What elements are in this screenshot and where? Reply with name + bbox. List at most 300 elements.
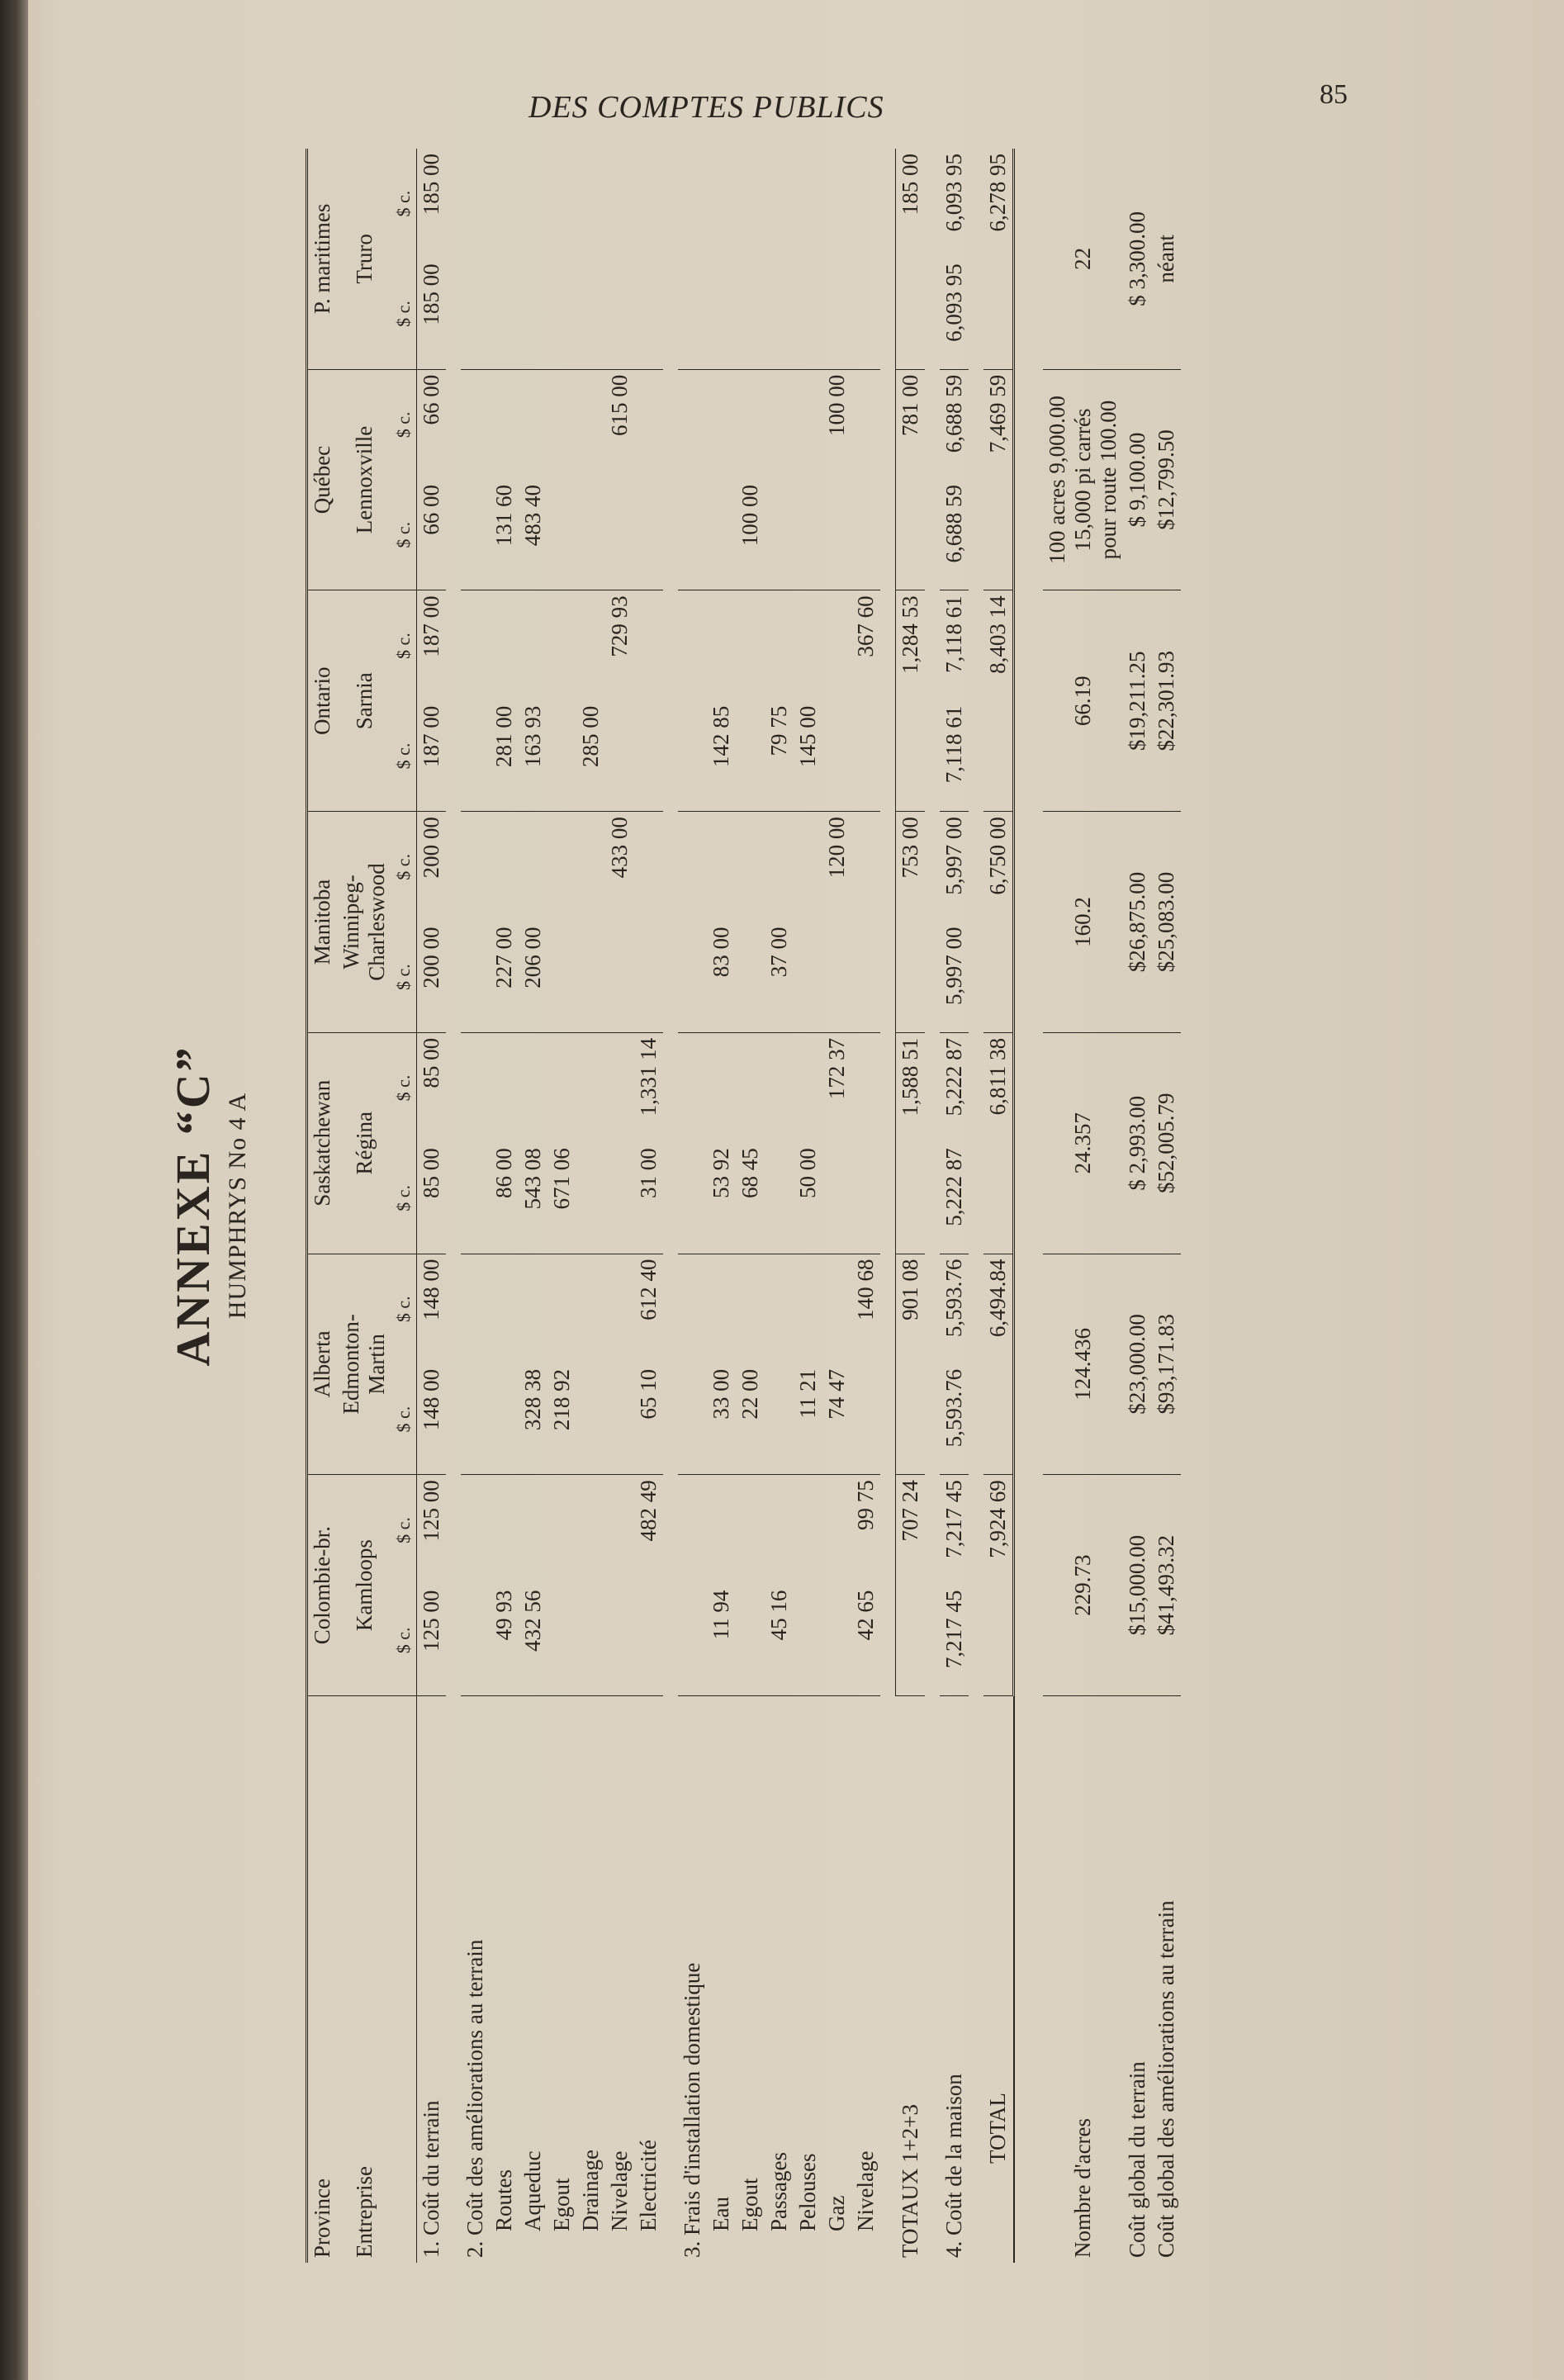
subtotal-amount-cell: 5,997 00 [941,817,966,895]
cost-rows [417,149,1014,2263]
detail-amount-cell: 5,222 87 [940,1143,969,1254]
detail-amount-cell: 31 00 [634,1143,663,1254]
enterprise-header: Régina [337,1032,391,1254]
subtotal-amount-cell [547,1032,576,1143]
subtotal-amount-cell [547,149,576,258]
summary-value-cell: $15,000.00 [1123,1475,1152,1696]
subtotal-amount-cell [678,1254,707,1364]
detail-amount-cell [576,1143,605,1254]
detail-amount-cell: 483 40 [519,480,547,590]
detail-amount-cell [896,1143,926,1254]
subtotal-amount-cell [765,812,794,922]
subtotal-amount-cell [605,1475,634,1586]
title-block [165,149,252,2263]
detail-amount-cell [576,258,605,369]
detail-amount-cell [851,922,880,1032]
detail-amount-cell [983,258,1014,369]
subtotal-amount-cell: 5,222 87 [941,1037,966,1117]
subtotal-amount-cell [461,149,490,258]
summary-value-cell: 124.436 [1043,1254,1123,1475]
unit-label: $ c. [391,1143,417,1254]
subtotal-amount-cell [765,1475,794,1586]
detail-amount-cell: 83 00 [707,922,736,1032]
detail-amount-cell [736,258,765,369]
province-header: P. maritimes [307,149,338,369]
summary-value-cell: $ 9,100.00 [1123,369,1152,590]
detail-amount-cell [461,701,490,812]
detail-amount-cell: 50 00 [794,1143,822,1254]
subtotal-amount-cell [634,369,663,480]
subtotal-amount-cell [605,1254,634,1364]
row-label: Egout [549,2178,574,2231]
subtotal-amount-cell [678,369,707,480]
unit-label: $ c. [391,369,417,480]
subtotal-amount-cell: 781 00 [896,369,926,480]
subtotal-amount-cell [490,369,519,480]
detail-amount-cell: 671 06 [547,1143,576,1254]
table-row [634,149,663,2263]
province-header: Saskatchewan [307,1032,338,1254]
unit-label: $ c. [391,590,417,701]
table-row [707,149,736,2263]
detail-amount-cell [851,1364,880,1475]
detail-amount-cell [547,258,576,369]
table-row [417,149,447,2263]
detail-amount-cell: 163 93 [519,701,547,812]
subtotal-amount-cell: 185 00 [419,154,443,216]
subtotal-amount-cell: 140 68 [853,1259,878,1320]
detail-amount-cell: 218 92 [547,1364,576,1475]
detail-amount-cell [896,258,926,369]
enterprise-header-label: Entreprise [351,2166,377,2258]
subtotal-amount-cell: 125 00 [419,1480,443,1542]
subtotal-amount-cell [794,590,822,701]
detail-amount-cell [547,480,576,590]
detail-amount-cell: 11 21 [794,1364,822,1475]
row-label: Passages [766,2152,791,2231]
subtotal-amount-cell [794,1475,822,1586]
subtotal-amount-cell: 7,118 61 [941,595,966,673]
detail-amount-cell [851,480,880,590]
subtotal-amount-cell [822,1475,851,1586]
province-header: Alberta [307,1254,338,1475]
detail-amount-cell [576,1586,605,1696]
subtotal-amount-cell: 615 00 [607,374,632,436]
detail-amount-cell: 7,217 45 [940,1586,969,1696]
subtotal-amount-cell [605,149,634,258]
summary-value-cell: 100 acres 9,000.00 15,000 pi carrés pour route 100.00 [1043,369,1123,590]
summary-value-cell: $41,493.32 [1152,1475,1181,1696]
province-header-label: Province [307,1696,338,2264]
detail-amount-cell: 42 65 [851,1586,880,1696]
subtotal-amount-cell [736,149,765,258]
row-spacer-cell [925,149,940,2263]
detail-amount-cell [794,258,822,369]
detail-amount-cell [851,1143,880,1254]
subtotal-amount-cell [519,149,547,258]
enterprise-header: Truro [337,149,391,369]
detail-amount-cell: 7,118 61 [940,701,969,812]
unit-header-row [391,149,417,2263]
subtotal-amount-cell [461,590,490,701]
row-label: 2. Coût des améliorations au terrain [462,1939,487,2258]
subtotal-amount-cell: 482 49 [636,1480,661,1542]
table-row [983,149,1014,2263]
detail-amount-cell [794,1586,822,1696]
subtotal-amount-cell [851,1032,880,1143]
subtotal-amount-cell [576,1032,605,1143]
subtotal-amount-cell [736,590,765,701]
subtotal-amount-cell [461,1032,490,1143]
subtotal-amount-cell [576,149,605,258]
table-row [822,149,851,2263]
detail-amount-cell: 200 00 [417,922,447,1032]
subtotal-amount-cell: 172 37 [824,1037,849,1100]
detail-amount-cell [794,480,822,590]
subtotal-amount-cell: 7,217 45 [941,1480,966,1558]
province-header: Manitoba [307,812,338,1033]
subtotal-amount-cell [678,590,707,701]
detail-amount-cell [765,258,794,369]
subtotal-amount-cell [547,1254,576,1364]
detail-amount-cell [461,1364,490,1475]
annex-table [306,149,1181,2263]
subtotal-amount-cell: 6,811 38 [983,1032,1014,1143]
province-header-row [307,149,338,2263]
detail-amount-cell [822,480,851,590]
detail-amount-cell [736,922,765,1032]
subtotal-amount-cell [851,812,880,922]
table-row [547,149,576,2263]
row-label: TOTAUX 1+2+3 [897,2103,922,2258]
row-label: Routes [491,2169,516,2231]
detail-amount-cell [547,1586,576,1696]
detail-amount-cell: 125 00 [417,1586,447,1696]
summary-value-cell: $ 2,993.00 [1123,1032,1152,1254]
row-label: TOTAL [985,2093,1011,2164]
row-label: Nivelage [607,2150,632,2231]
subtotal-amount-cell [576,1475,605,1586]
subtotal-amount-cell: 7,924 69 [983,1475,1014,1586]
detail-amount-cell [576,922,605,1032]
detail-amount-cell: 100 00 [736,480,765,590]
detail-amount-cell: 328 38 [519,1364,547,1475]
subtotal-amount-cell [605,1032,634,1143]
detail-amount-cell [896,1364,926,1475]
subtotal-amount-cell [461,812,490,922]
unit-label: $ c. [391,149,417,258]
table-row [678,149,707,2263]
subtotal-amount-cell [765,1032,794,1143]
detail-amount-cell: 432 56 [519,1586,547,1696]
row-spacer [969,149,983,2263]
detail-amount-cell [896,480,926,590]
table-row [605,149,634,2263]
row-spacer [663,149,678,2263]
row-label: Gaz [824,2195,849,2231]
table-row [490,149,519,2263]
subtotal-amount-cell [822,590,851,701]
subtotal-amount-cell [822,1254,851,1364]
detail-amount-cell [678,1364,707,1475]
row-spacer-cell [663,149,678,2263]
subtotal-amount-cell [794,1032,822,1143]
detail-amount-cell [822,1143,851,1254]
detail-amount-cell [605,701,634,812]
detail-amount-cell: 285 00 [576,701,605,812]
detail-amount-cell [605,1364,634,1475]
detail-amount-cell [822,258,851,369]
subtotal-amount-cell: 85 00 [419,1037,443,1088]
subtotal-amount-cell [634,149,663,258]
subtotal-amount-cell: 187 00 [419,595,443,657]
detail-amount-cell: 11 94 [707,1586,736,1696]
subtotal-amount-cell [490,149,519,258]
subtotal-amount-cell [678,149,707,258]
detail-amount-cell: 142 85 [707,701,736,812]
row-label: Aqueduc [520,2150,545,2231]
detail-amount-cell: 86 00 [490,1143,519,1254]
subtotal-amount-cell [634,812,663,922]
subtotal-amount-cell [736,1475,765,1586]
summary-label: Coût global des améliorations au terrain [1154,1900,1178,2258]
subtotal-amount-cell: 729 93 [607,595,632,657]
summary-value-cell: $23,000.00 [1123,1254,1152,1475]
enterprise-header: Kamloops [337,1475,391,1696]
subtotal-amount-cell [707,369,736,480]
detail-amount-cell [983,1364,1014,1475]
subtotal-amount-cell [736,1254,765,1364]
detail-amount-cell: 6,093 95 [940,258,969,369]
subtotal-amount-cell: 148 00 [419,1259,443,1320]
subtotal-amount-cell [736,369,765,480]
subtotal-amount-cell [634,590,663,701]
detail-amount-cell: 148 00 [417,1364,447,1475]
subtotal-amount-cell: 1,284 53 [896,590,926,701]
summary-value-cell: 22 [1043,149,1123,369]
subtotal-amount-cell [519,590,547,701]
row-label: Pelouses [795,2153,820,2231]
row-label: Drainage [578,2150,603,2231]
subtotal-amount-cell [707,1475,736,1586]
summary-rows [1014,149,1182,2263]
detail-amount-cell [634,480,663,590]
subtotal-amount-cell [547,1475,576,1586]
table-row [896,149,926,2263]
subtotal-amount-cell: 99 75 [853,1480,878,1531]
summary-value-cell: 160.2 [1043,812,1123,1033]
unit-label: $ c. [391,701,417,812]
detail-amount-cell [765,480,794,590]
unit-label: $ c. [391,1586,417,1696]
table-row [576,149,605,2263]
detail-amount-cell: 33 00 [707,1364,736,1475]
unit-label: $ c. [391,1475,417,1586]
page-number: 85 [1320,79,1348,110]
subtotal-amount-cell [707,812,736,922]
province-header: Colombie-br. [307,1475,338,1696]
subtotal-amount-cell: 753 00 [896,812,926,922]
subtotal-amount-cell [736,1032,765,1143]
unit-label: $ c. [391,1364,417,1475]
subtotal-amount-cell [490,1254,519,1364]
detail-amount-cell [983,1586,1014,1696]
detail-amount-cell [678,922,707,1032]
detail-amount-cell [461,1143,490,1254]
subtotal-amount-cell [707,149,736,258]
detail-amount-cell: 68 45 [736,1143,765,1254]
detail-amount-cell: 6,688 59 [940,480,969,590]
detail-amount-cell [678,701,707,812]
detail-amount-cell: 85 00 [417,1143,447,1254]
subtotal-amount-cell [519,1254,547,1364]
row-label: Nivelage [853,2150,878,2231]
detail-amount-cell [896,701,926,812]
summary-spacer-cell [1014,149,1044,2263]
row-spacer-cell [969,149,983,2263]
detail-amount-cell [605,922,634,1032]
subtotal-amount-cell [794,1254,822,1364]
summary-value-cell: $52,005.79 [1152,1032,1181,1254]
detail-amount-cell [765,1364,794,1475]
subtotal-amount-cell [765,590,794,701]
unit-label: $ c. [391,812,417,922]
subtotal-amount-cell [461,1475,490,1586]
detail-amount-cell: 131 60 [490,480,519,590]
subtotal-amount-cell [490,1475,519,1586]
detail-amount-cell [707,480,736,590]
unit-label: $ c. [391,922,417,1032]
subtotal-amount-cell [519,1032,547,1143]
detail-amount-cell: 543 08 [519,1143,547,1254]
enterprise-header: Winnipeg- Charleswood [337,812,391,1033]
summary-spacer [1014,149,1044,2263]
subtotal-amount-cell: 6,093 95 [941,154,966,232]
subtotal-amount-cell [678,1032,707,1143]
subtotal-amount-cell [736,812,765,922]
detail-amount-cell [576,480,605,590]
table-row [461,149,490,2263]
running-header: DES COMPTES PUBLICS [528,90,884,125]
subtotal-amount-cell: 6,688 59 [941,374,966,453]
row-label: Eau [709,2197,733,2231]
table-row [794,149,822,2263]
subtotal-amount-cell: 6,278 95 [983,149,1014,258]
subtotal-amount-cell [547,369,576,480]
detail-amount-cell: 187 00 [417,701,447,812]
subtotal-amount-cell: 1,331 14 [636,1037,661,1117]
summary-value-cell: $ 3,300.00 [1123,149,1152,369]
annex-subtitle: HUMPHRYS No 4 A [224,1092,251,1320]
subtotal-amount-cell [707,1254,736,1364]
detail-amount-cell [983,480,1014,590]
annex-title: ANNEXE “C” [166,1045,220,1367]
row-label: Egout [737,2178,762,2231]
subtotal-amount-cell [490,590,519,701]
detail-amount-cell [605,258,634,369]
subtotal-amount-cell: 6,750 00 [983,812,1014,922]
summary-value-cell: 66.19 [1043,590,1123,812]
subtotal-amount-cell [547,812,576,922]
detail-amount-cell: 53 92 [707,1143,736,1254]
row-label: Electricité [636,2140,661,2231]
detail-amount-cell [605,480,634,590]
detail-amount-cell [765,1143,794,1254]
detail-amount-cell: 185 00 [417,258,447,369]
row-label: 1. Coût du terrain [419,2100,443,2258]
detail-amount-cell [678,1143,707,1254]
detail-amount-cell [576,1364,605,1475]
detail-amount-cell [678,258,707,369]
province-header: Québec [307,369,338,590]
detail-amount-cell: 145 00 [794,701,822,812]
subtotal-amount-cell [576,369,605,480]
subtotal-amount-cell [851,149,880,258]
detail-amount-cell: 45 16 [765,1586,794,1696]
detail-amount-cell [461,1586,490,1696]
detail-amount-cell [461,922,490,1032]
detail-amount-cell [822,701,851,812]
subtotal-amount-cell [765,369,794,480]
subtotal-amount-cell: 185 00 [896,149,926,258]
detail-amount-cell [547,922,576,1032]
detail-amount-cell [605,1143,634,1254]
detail-amount-cell [707,258,736,369]
detail-amount-cell: 79 75 [765,701,794,812]
detail-amount-cell [896,922,926,1032]
detail-amount-cell [634,1586,663,1696]
subtotal-amount-cell: 120 00 [824,817,849,879]
row-label: 3. Frais d'installation domestique [680,1962,704,2258]
summary-value-cell: 229.73 [1043,1475,1123,1696]
summary-value-cell: $26,875.00 [1123,812,1152,1033]
subtotal-amount-cell [822,149,851,258]
table-row [851,149,880,2263]
subtotal-amount-cell [678,1475,707,1586]
summary-row [1123,149,1152,2263]
detail-amount-cell [851,258,880,369]
unit-label: $ c. [391,480,417,590]
detail-amount-cell [983,1143,1014,1254]
row-spacer-cell [446,149,461,2263]
subtotal-amount-cell: 612 40 [636,1259,661,1320]
summary-value-cell: 24.357 [1043,1032,1123,1254]
enterprise-header: Edmonton- Martin [337,1254,391,1475]
subtotal-amount-cell: 100 00 [824,374,849,436]
rotated-annex-table [165,149,1486,2263]
subtotal-amount-cell [490,1032,519,1143]
row-spacer [880,149,896,2263]
detail-amount-cell [519,258,547,369]
detail-amount-cell [794,922,822,1032]
table-row [940,149,969,2263]
subtotal-amount-cell [794,149,822,258]
subtotal-amount-cell: 367 60 [853,595,878,657]
detail-amount-cell: 5,593.76 [940,1364,969,1475]
detail-amount-cell: 49 93 [490,1586,519,1696]
summary-value-cell: $12,799.50 [1152,369,1181,590]
subtotal-amount-cell [576,812,605,922]
subtotal-amount-cell: 200 00 [419,817,443,879]
table-row [736,149,765,2263]
detail-amount-cell [896,1586,926,1696]
row-label: 4. Coût de la maison [941,2074,966,2258]
detail-amount-cell [461,480,490,590]
detail-amount-cell [605,1586,634,1696]
enterprise-header: Sarnia [337,590,391,812]
table-row [765,149,794,2263]
subtotal-amount-cell [794,812,822,922]
